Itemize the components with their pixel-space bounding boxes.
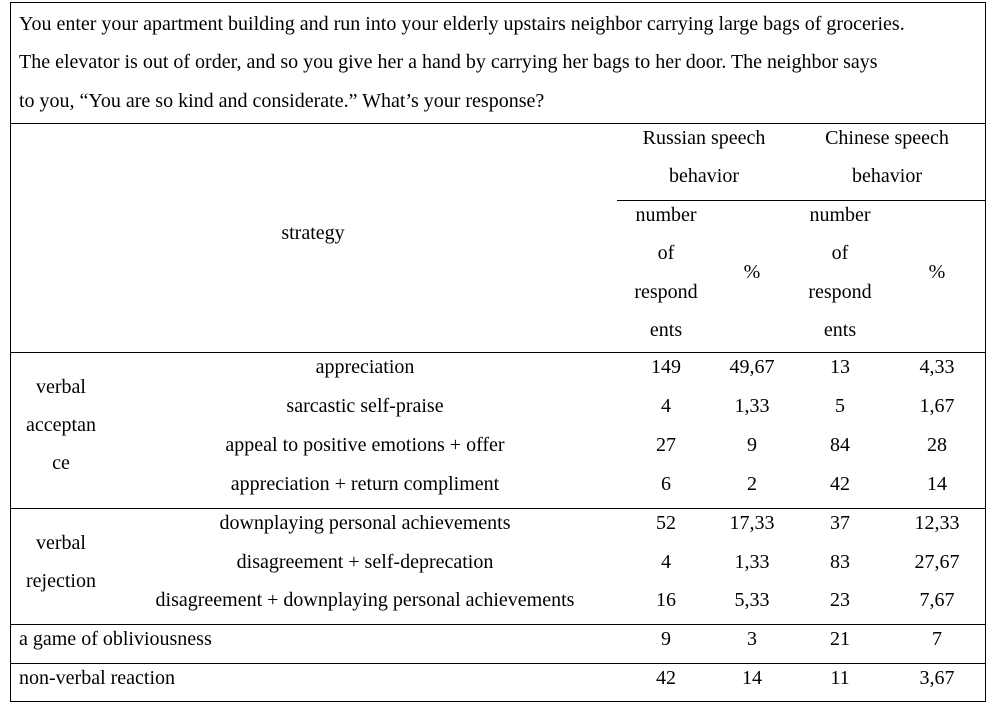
- row-zh-percent: 4,33: [919, 356, 955, 378]
- row-strategy: appeal to positive emotions + offer: [225, 434, 505, 456]
- header-chinese-line-2: behavior: [852, 165, 922, 187]
- row-strategy: downplaying personal achievements: [219, 512, 511, 534]
- row-ru-percent: 17,33: [729, 512, 775, 534]
- row-ru-percent: 14: [742, 667, 762, 689]
- row-ru-count: 4: [661, 395, 671, 417]
- header-ru-count-3: respond: [634, 281, 698, 303]
- row-ru-count: 16: [656, 589, 676, 611]
- row-ru-count: 42: [656, 667, 676, 689]
- row-zh-percent: 7: [932, 628, 942, 650]
- group-rejection-label-1: verbal: [36, 532, 86, 554]
- row-ru-percent: 9: [747, 434, 757, 456]
- header-zh-count-3: respond: [808, 281, 872, 303]
- header-ru-count-4: ents: [649, 319, 683, 341]
- row-ru-percent: 3: [747, 628, 757, 650]
- row-zh-percent: 28: [927, 434, 947, 456]
- row-ru-percent: 2: [747, 473, 757, 495]
- row-zh-percent: 27,67: [914, 551, 960, 573]
- row-zh-count: 84: [830, 434, 850, 456]
- group-acceptance-label-2: acceptan: [26, 414, 96, 436]
- row-ru-count: 149: [651, 356, 681, 378]
- header-ru-count-2: of: [657, 242, 675, 264]
- header-zh-count-1: number: [809, 204, 871, 226]
- row-zh-count: 37: [830, 512, 850, 534]
- header-zh-count-4: ents: [823, 319, 857, 341]
- survey-table: [10, 2, 986, 702]
- row-zh-count: 11: [830, 667, 850, 689]
- row-zh-count: 21: [830, 628, 850, 650]
- header-ru-count-1: number: [635, 204, 697, 226]
- header-chinese-line-1: Chinese speech: [825, 127, 949, 149]
- row-zh-percent: 12,33: [914, 512, 960, 534]
- header-russian-line-1: Russian speech: [642, 127, 766, 149]
- row-ru-count: 6: [661, 473, 671, 495]
- row-zh-percent: 3,67: [919, 667, 955, 689]
- row-ru-percent: 1,33: [734, 395, 770, 417]
- row-strategy: disagreement + downplaying personal achievements: [155, 589, 575, 611]
- row-zh-percent: 1,67: [919, 395, 955, 417]
- group-rejection-label-2: rejection: [26, 570, 96, 592]
- row-zh-count: 83: [830, 551, 850, 573]
- row-zh-count: 23: [830, 589, 850, 611]
- row-ru-count: 52: [656, 512, 676, 534]
- row-zh-count: 13: [830, 356, 850, 378]
- header-strategy: strategy: [281, 222, 345, 244]
- row-ru-count: 4: [661, 551, 671, 573]
- row-zh-count: 5: [835, 395, 845, 417]
- row-strategy: disagreement + self-deprecation: [236, 551, 494, 573]
- header-zh-count-2: of: [831, 242, 849, 264]
- row-strategy: appreciation + return compliment: [230, 473, 500, 495]
- scenario-line-1: You enter your apartment building and run into your elderly upstairs neighbor carrying large bags of groceries.: [19, 13, 905, 35]
- row-strategy: a game of obliviousness: [19, 628, 212, 650]
- row-zh-percent: 14: [927, 473, 947, 495]
- row-ru-percent: 1,33: [734, 551, 770, 573]
- row-zh-count: 42: [830, 473, 850, 495]
- row-strategy: appreciation: [315, 356, 415, 378]
- row-zh-percent: 7,67: [919, 589, 955, 611]
- scenario-line-3: to you, “You are so kind and considerate.” What’s your response?: [19, 90, 545, 112]
- header-ru-percent: %: [743, 261, 761, 283]
- header-zh-percent: %: [928, 261, 946, 283]
- group-acceptance-label-1: verbal: [36, 376, 86, 398]
- row-ru-count: 27: [656, 434, 676, 456]
- row-ru-count: 9: [661, 628, 671, 650]
- row-ru-percent: 49,67: [729, 356, 775, 378]
- scenario-line-2: The elevator is out of order, and so you give her a hand by carrying her bags to her door. The neighbor says: [19, 51, 878, 73]
- group-acceptance-label-3: ce: [52, 452, 70, 474]
- header-russian-line-2: behavior: [669, 165, 739, 187]
- row-ru-percent: 5,33: [734, 589, 770, 611]
- row-strategy: sarcastic self-praise: [286, 395, 444, 417]
- row-strategy: non-verbal reaction: [19, 667, 176, 689]
